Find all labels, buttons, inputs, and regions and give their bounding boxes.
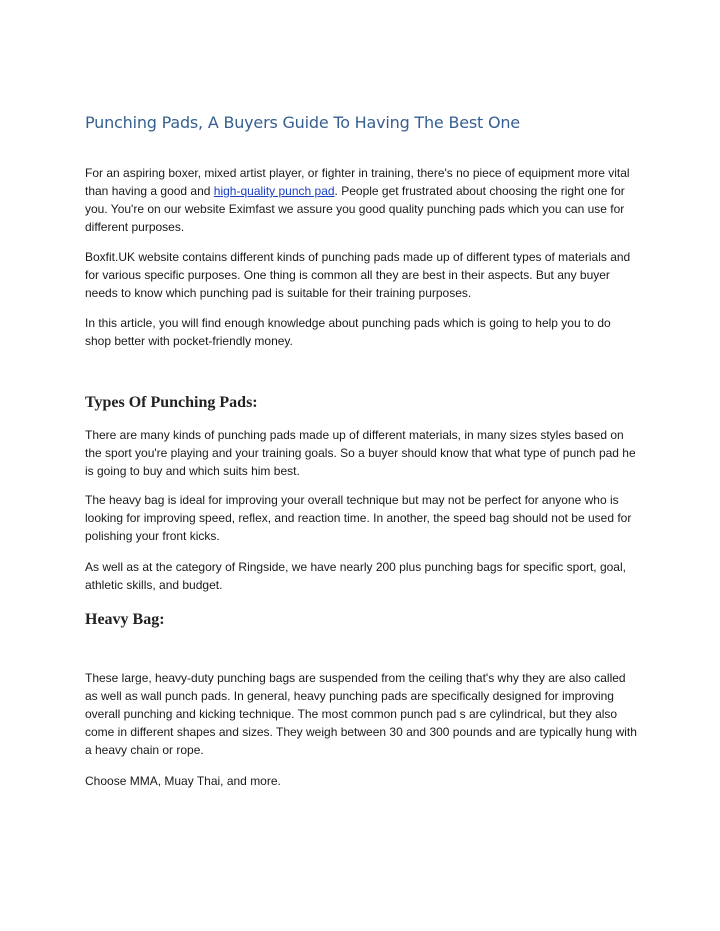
heavy-bag-paragraph-1: These large, heavy-duty punching bags are suspended from the ceiling that's why they are also called as well as wall punch pads. In general, heavy punching pads are specifically designed for improving overall punching and kicking technique. The most common punch pad s are cylindrical, but they also come in different shapes and sizes. They weigh between 30 and 300 pounds and are typically hung with a heavy chain or rope. xyxy=(85,671,637,757)
types-paragraph-2: The heavy bag is ideal for improving your overall technique but may not be perfect for anyone who is looking for improving speed, reflex, and reaction time. In another, the speed bag should not be used for polishing your front kicks. xyxy=(85,493,632,543)
types-paragraph-3: As well as at the category of Ringside, we have nearly 200 plus punching bags for specific sport, goal, athletic skills, and budget. xyxy=(85,560,626,592)
intro-paragraph-2: Boxfit.UK website contains different kinds of punching pads made up of different types of materials and for various specific purposes. One thing is common all they are best in their aspects. But any buyer needs to know which punching pad is suitable for their training purposes. xyxy=(85,250,631,300)
punch-pad-link[interactable]: high-quality punch pad xyxy=(213,184,335,198)
document-title: Punching Pads, A Buyers Guide To Having The Best One xyxy=(85,113,520,132)
intro-paragraph-3: In this article, you will find enough knowledge about punching pads which is going to help you to do shop better with pocket-friendly money. xyxy=(85,316,611,348)
intro-paragraph-1 xyxy=(85,164,640,236)
heavy-bag-heading: Heavy Bag: xyxy=(85,611,165,628)
intro-p1-text-before: For an aspiring boxer, mixed artist player, or fighter in training, there's no piece of equipment more vital than having a good and xyxy=(85,166,630,198)
intro-p1-text-after: . People get frustrated about choosing the right one for you. You're on our website Eximfast we assure you good quality punching pads which you can use for different purposes. xyxy=(85,184,625,234)
types-heading: Types Of Punching Pads: xyxy=(85,394,258,411)
heavy-bag-paragraph-2: Choose MMA, Muay Thai, and more. xyxy=(85,774,281,788)
types-paragraph-1: There are many kinds of punching pads made up of different materials, in many sizes styles based on the sport you're playing and your training goals. So a buyer should know that what type of punch pad he is going to buy and which suits him best. xyxy=(85,428,636,478)
